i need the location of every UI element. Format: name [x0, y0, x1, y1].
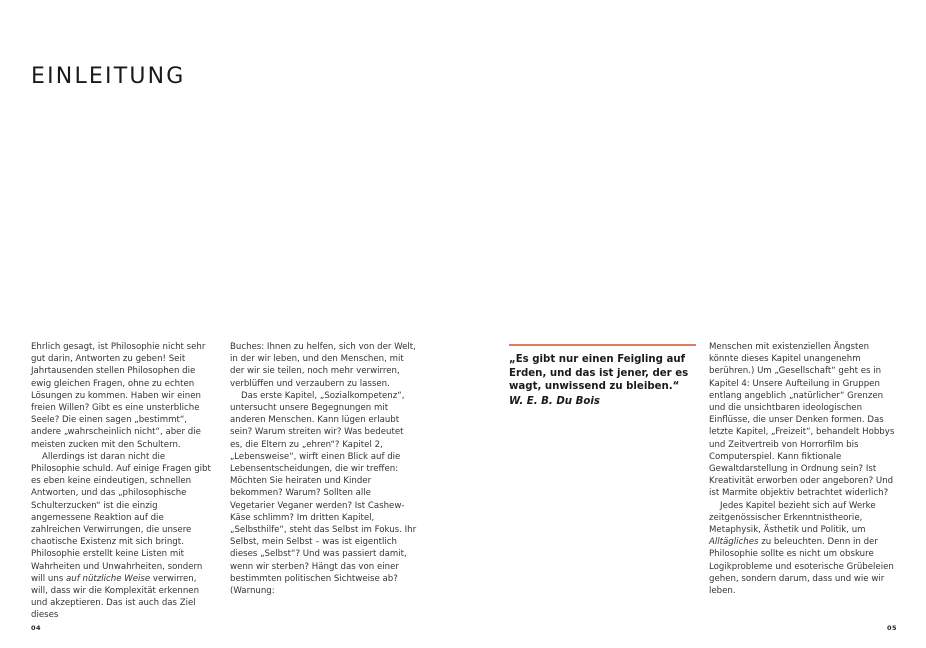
chapter-heading: EINLEITUNG: [31, 64, 186, 89]
paragraph: Ehrlich gesagt, ist Philosophie nicht sehr gut darin, Antworten zu geben! Seit Jahrtausenden stellen Philosophen die ewig gleichen Fragen, ohne zu echten Lösungen zu kommen. Haben wir einen freien Willen? Gibt es eine unsterbliche Seele? Die einen sagen „bestimmt“, andere „wahrscheinlich nicht“, aber die meisten zucken mit den Schultern.: [31, 342, 206, 450]
paragraph: Buches: Ihnen zu helfen, sich von der Welt, in der wir leben, und den Menschen, mit der wir sie teilen, noch mehr verwirren, verblüffen und verzaubern zu lassen.: [230, 342, 416, 389]
page-number-left: 04: [31, 624, 42, 632]
text-column-2: [230, 341, 418, 597]
emphasis-text: Alltägliches: [709, 537, 759, 548]
text-column-3: [709, 341, 896, 597]
quote-author: W. E. B. Du Bois: [509, 396, 600, 407]
paragraph-text: zu beleuchten. Denn in der Philosophie sollte es nicht um obskure Logikprobleme und esoterische Grübeleien gehen, sondern darum, dass und wie wir leben.: [709, 537, 894, 597]
emphasis-text: auf nützliche Weise: [66, 573, 151, 584]
paragraph-text: Allerdings ist daran nicht die Philosophie schuld. Auf einige Fragen gibt es eben keine eindeutigen, schnellen Antworten, und das „philosophische Schulterzucken“ ist die einzig angemessene Reaktion auf die zahlreichen Verwirrungen, die unsere chaotische Existenz mit sich bringt. Philosophie erstellt keine Listen mit Wahrheiten und Unwahrheiten, sondern will uns: [31, 451, 211, 584]
text-column-1: [31, 341, 214, 622]
paragraph-text: verwirren, will, dass wir die Komplexität erkennen und akzeptieren. Das ist auch das Ziel dieses: [31, 573, 200, 621]
pull-quote: „Es gibt nur einen Feigling auf Erden, und das ist jener, der es wagt, unwissend zu bleiben.“: [509, 354, 689, 393]
paragraph: Menschen mit existenziellen Ängsten könnte dieses Kapitel unangenehm berühren.) Um „Gesellschaft“ geht es in Kapitel 4: Unsere Aufteilung in Gruppen entlang angeblich „natürlicher“ Grenzen und die unsichtbaren ideologischen Einflüsse, die unser Denken formen. Das letzte Kapitel, „Freizeit“, behandelt Hobbys und Zeitvertreib von Horrorfilm bis Computerspiel. Kann fiktionale Gewaltdarstellung in Ordnung sein? Ist Kreativität erworben oder angeboren? Und ist Marmite objektiv betrachtet widerlich?: [709, 342, 895, 499]
paragraph-text: Jedes Kapitel bezieht sich auf Werke zeitgenössischer Erkenntnistheorie, Metaphysik, Ästhetik und Politik, um: [709, 500, 876, 536]
paragraph: Das erste Kapitel, „Sozialkompetenz“, untersucht unsere Begegnungen mit anderen Menschen. Kann lügen erlaubt sein? Warum streiten wir? Was bedeutet es, die Eltern zu „ehren“? Kapitel 2, „Lebensweise“, wirft einen Blick auf die Lebensentscheidungen, die wir treffen: Möchten Sie heiraten und Kinder bekommen? Warum? Sollten alle Vegetarier Veganer werden? Ist Cashew-Käse schlimm? Im dritten Kapitel, „Selbsthilfe“, steht das Selbst im Fokus. Ihr Selbst, mein Selbst – was ist eigentlich dieses „Selbst“? Und was passiert damit, wenn wir sterben? Hängt das von einer bestimmten politischen Sichtweise ab? (Warnung:: [230, 390, 417, 597]
quote-rule: [509, 344, 696, 346]
paragraph: [31, 451, 214, 622]
page-number-right: 05: [887, 624, 898, 632]
paragraph: [709, 500, 896, 598]
